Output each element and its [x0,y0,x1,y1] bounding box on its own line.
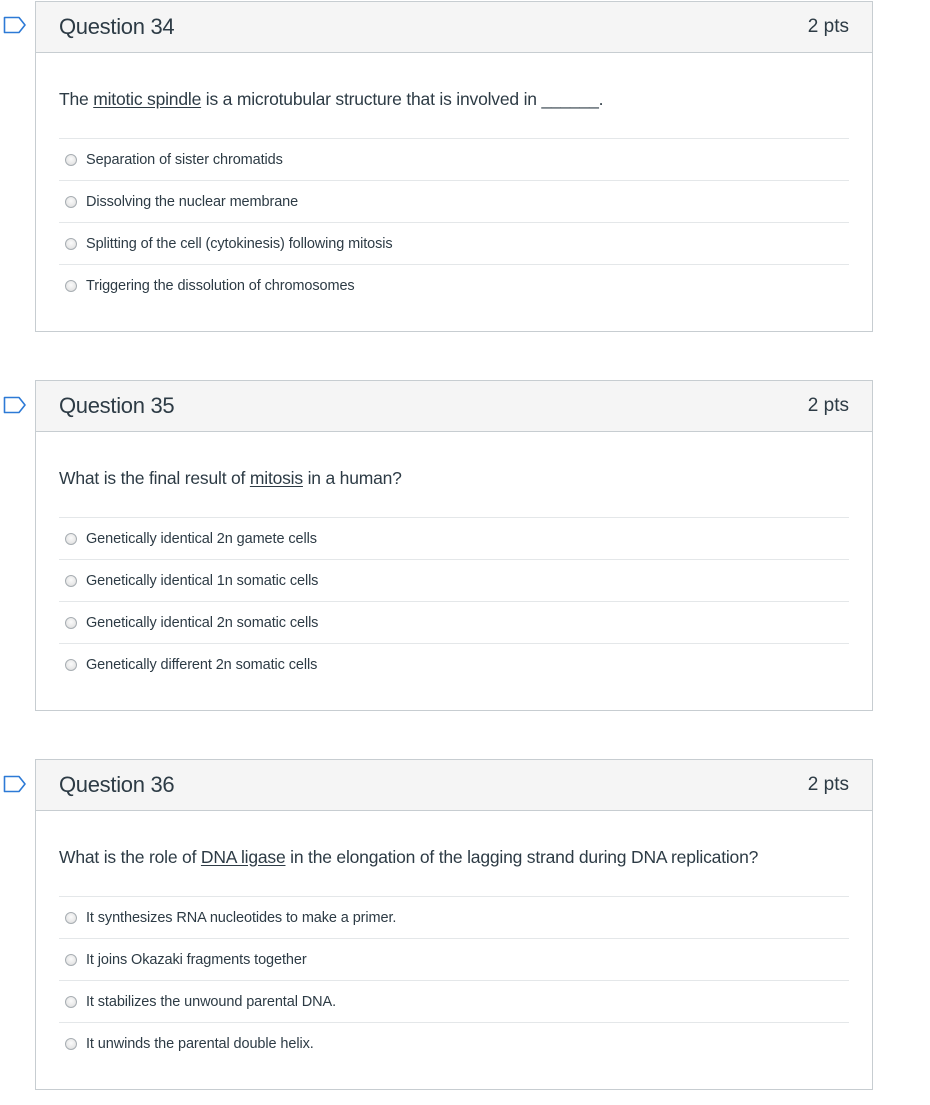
answer-label[interactable]: Genetically identical 2n somatic cells [86,614,319,631]
bookmark-flag-icon[interactable] [3,16,27,34]
answer-label[interactable]: Genetically identical 2n gamete cells [86,530,317,547]
answer-label[interactable]: Triggering the dissolution of chromosomes [86,278,355,294]
question-prompt [59,432,849,518]
answer-label[interactable]: It synthesizes RNA nucleotides to make a primer. [86,909,397,926]
question-title: Question 34 [59,14,175,39]
answer-option[interactable] [59,265,849,307]
answer-option[interactable] [59,560,849,602]
answer-list [59,897,849,1087]
prompt-text-after: in a human? [302,468,402,488]
answer-option[interactable] [59,223,849,265]
radio-button[interactable] [65,1038,77,1050]
glossary-term-link[interactable]: mitosis [249,468,303,488]
prompt-text-before: What is the role of [59,847,201,867]
radio-button[interactable] [65,954,77,966]
prompt-text-before: What is the final result of [59,468,250,488]
radio-button[interactable] [65,196,77,208]
answer-label[interactable]: Splitting of the cell (cytokinesis) following mitosis [86,235,393,252]
answer-option[interactable] [59,602,849,644]
bookmark-flag-icon[interactable] [3,775,27,793]
question-prompt [59,811,849,897]
question-header [36,381,872,432]
question-body [36,53,872,329]
answer-option[interactable] [59,1023,849,1065]
question-points: 2 pts [807,774,849,795]
question-title: Question 36 [59,772,175,797]
question-points: 2 pts [807,16,849,37]
answer-option[interactable] [59,644,849,686]
answer-option[interactable] [59,139,849,181]
prompt-text-after: in the elongation of the lagging strand during DNA replication? [285,847,759,867]
radio-button[interactable] [65,996,77,1008]
question-body [36,811,872,1087]
answer-label[interactable]: Genetically different 2n somatic cells [86,657,318,673]
answer-list [59,518,849,708]
radio-button[interactable] [65,280,77,292]
radio-button[interactable] [65,575,77,587]
question-card [35,1,873,332]
prompt-text-after: is a microtubular structure that is involved in ______. [201,89,604,109]
answer-label[interactable]: Separation of sister chromatids [86,151,283,168]
answer-option[interactable] [59,981,849,1023]
glossary-term-link[interactable]: DNA ligase [200,847,286,867]
answer-option[interactable] [59,181,849,223]
question-card [35,759,873,1090]
answer-option[interactable] [59,518,849,560]
answer-option[interactable] [59,897,849,939]
radio-button[interactable] [65,912,77,924]
radio-button[interactable] [65,659,77,671]
question-points: 2 pts [807,395,849,416]
answer-label[interactable]: It joins Okazaki fragments together [86,951,307,968]
answer-label[interactable]: It unwinds the parental double helix. [86,1036,314,1052]
answer-list [59,139,849,329]
question-prompt [59,53,849,139]
answer-label[interactable]: Genetically identical 1n somatic cells [86,572,319,589]
answer-label[interactable]: It stabilizes the unwound parental DNA. [86,993,336,1010]
question-header [36,2,872,53]
glossary-term-link[interactable]: mitotic spindle [93,89,202,109]
question-body [36,432,872,708]
question-title: Question 35 [59,393,175,418]
radio-button[interactable] [65,154,77,166]
radio-button[interactable] [65,617,77,629]
answer-label[interactable]: Dissolving the nuclear membrane [86,193,299,210]
question-header [36,760,872,811]
bookmark-flag-icon[interactable] [3,396,27,414]
radio-button[interactable] [65,238,77,250]
question-card [35,380,873,711]
prompt-text-before: The [59,89,94,109]
radio-button[interactable] [65,533,77,545]
answer-option[interactable] [59,939,849,981]
